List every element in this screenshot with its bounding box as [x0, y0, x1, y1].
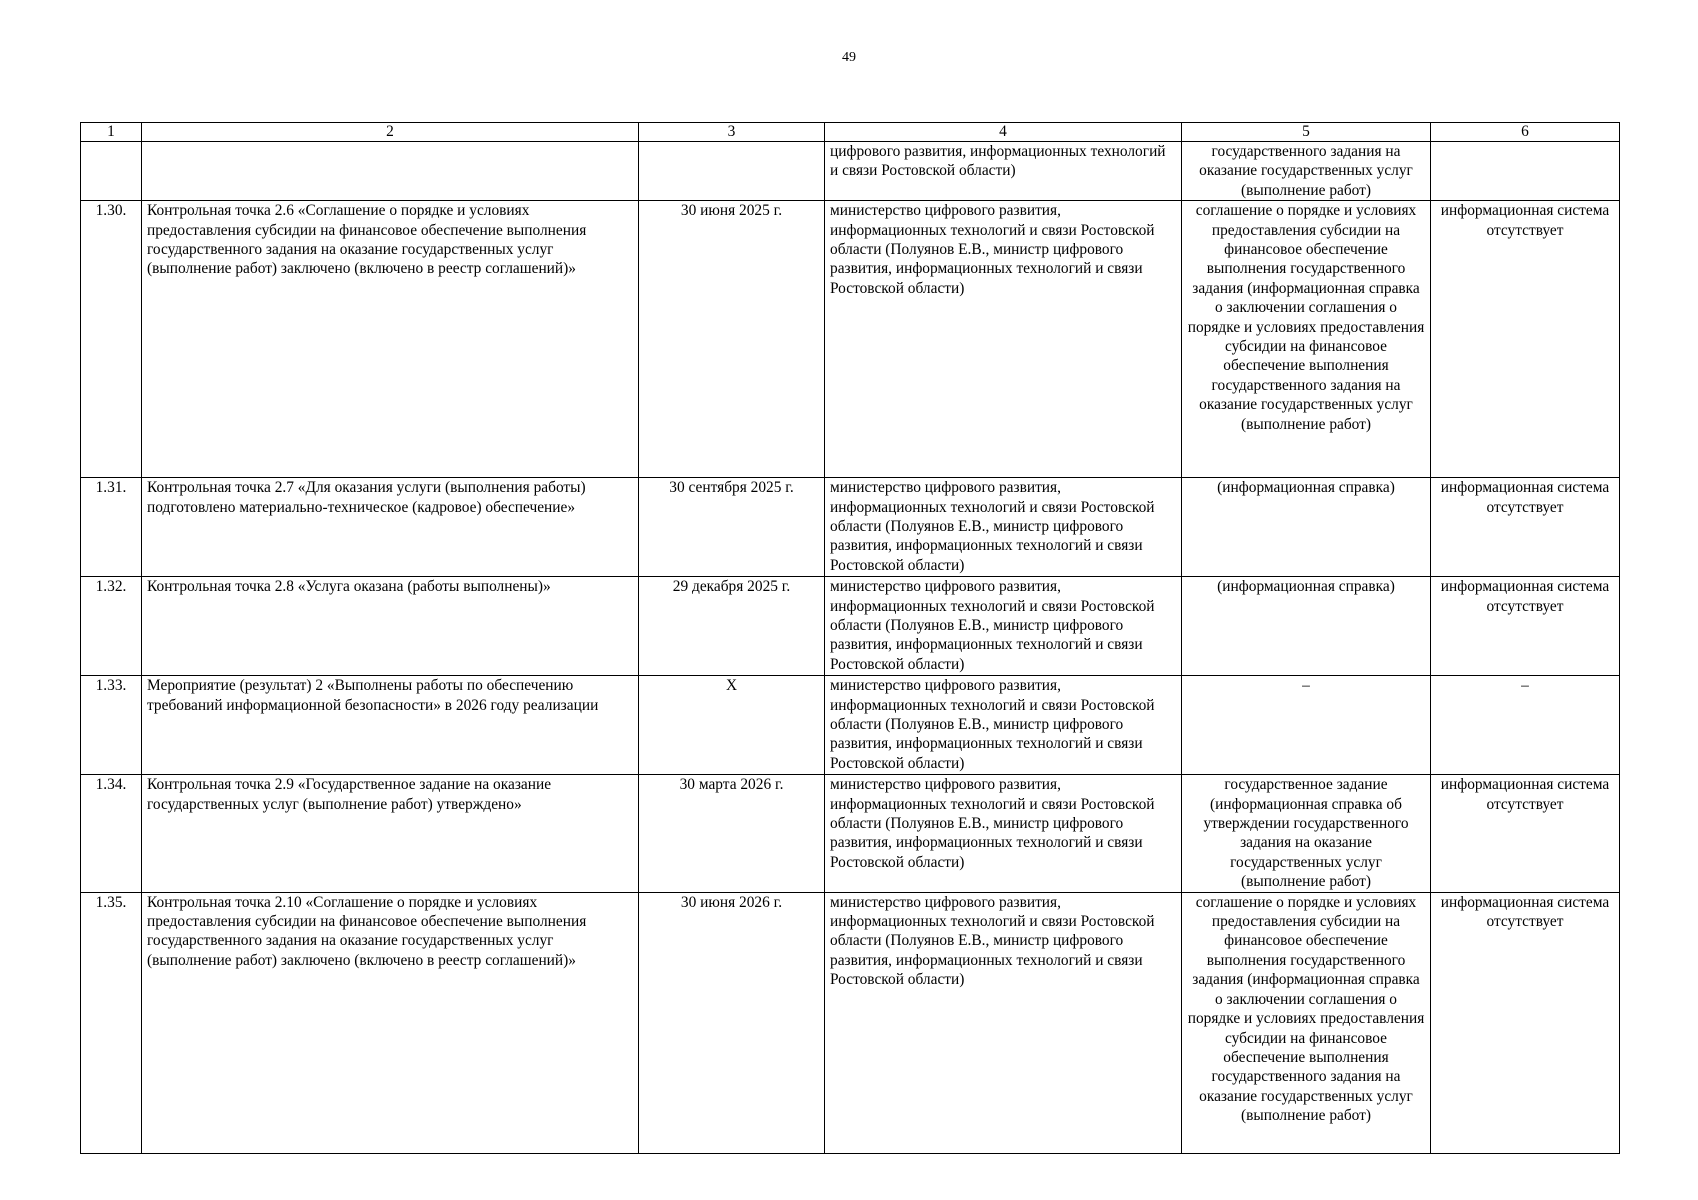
- event-name: Контрольная точка 2.9 «Государственное задание на оказание государственных услуг (выполнение работ) утверждено»: [142, 775, 639, 892]
- event-name: Контрольная точка 2.6 «Соглашение о порядке и условиях предоставления субсидии на финансовое обеспечение выполнения государственного задания на оказание государственных услуг (выполнение работ) заключено (включено в реестр соглашений)»: [142, 201, 639, 478]
- column-number: 6: [1431, 123, 1620, 142]
- responsible-executor: министерство цифрового развития, информационных технологий и связи Ростовской области (Полуянов Е.В., министр цифрового развития, информационных технологий и связи Ростовской области): [825, 775, 1182, 892]
- information-system: информационная система отсутствует: [1431, 201, 1620, 478]
- row-number: 1.30.: [81, 201, 142, 478]
- information-system: –: [1431, 676, 1620, 775]
- control-points-table: [80, 122, 1620, 1154]
- due-date: 30 июня 2025 г.: [639, 201, 825, 478]
- row-number: 1.33.: [81, 676, 142, 775]
- information-system: информационная система отсутствует: [1431, 892, 1620, 1153]
- row-number: 1.34.: [81, 775, 142, 892]
- event-name: Мероприятие (результат) 2 «Выполнены работы по обеспечению требований информационной безопасности» в 2026 году реализации: [142, 676, 639, 775]
- column-number: 4: [825, 123, 1182, 142]
- table-row: [81, 775, 1620, 892]
- information-system: информационная система отсутствует: [1431, 478, 1620, 577]
- row-number: 1.35.: [81, 892, 142, 1153]
- responsible-executor: министерство цифрового развития, информационных технологий и связи Ростовской области (Полуянов Е.В., министр цифрового развития, информационных технологий и связи Ростовской области): [825, 478, 1182, 577]
- confirming-document: (информационная справка): [1182, 478, 1431, 577]
- table-row: [81, 577, 1620, 676]
- confirming-document: государственное задание (информационная справка об утверждении государственного задания на оказание государственных услуг (выполнение работ): [1182, 775, 1431, 892]
- confirming-document: соглашение о порядке и условиях предоставления субсидии на финансовое обеспечение выполнения государственного задания (информационная справка о заключении соглашения о порядке и условиях предоставления субсидии на финансовое обеспечение выполнения государственного задания на оказание государственных услуг (выполнение работ): [1182, 892, 1431, 1153]
- row-number: 1.32.: [81, 577, 142, 676]
- information-system: информационная система отсутствует: [1431, 577, 1620, 676]
- responsible-executor: министерство цифрового развития, информационных технологий и связи Ростовской области (Полуянов Е.В., министр цифрового развития, информационных технологий и связи Ростовской области): [825, 892, 1182, 1153]
- responsible-executor: цифрового развития, информационных технологий и связи Ростовской области): [825, 142, 1182, 201]
- due-date: X: [639, 676, 825, 775]
- confirming-document: –: [1182, 676, 1431, 775]
- event-name: Контрольная точка 2.7 «Для оказания услуги (выполнения работы) подготовлено материально-техническое (кадровое) обеспечение»: [142, 478, 639, 577]
- column-number-row: [81, 123, 1620, 142]
- confirming-document: (информационная справка): [1182, 577, 1431, 676]
- table-row: [81, 892, 1620, 1153]
- due-date: 30 марта 2026 г.: [639, 775, 825, 892]
- row-number: 1.31.: [81, 478, 142, 577]
- table-row: [81, 478, 1620, 577]
- due-date: 30 июня 2026 г.: [639, 892, 825, 1153]
- table-row: [81, 142, 1620, 201]
- column-number: 5: [1182, 123, 1431, 142]
- event-name: Контрольная точка 2.10 «Соглашение о порядке и условиях предоставления субсидии на финансовое обеспечение выполнения государственного задания на оказание государственных услуг (выполнение работ) заключено (включено в реестр соглашений)»: [142, 892, 639, 1153]
- confirming-document: соглашение о порядке и условиях предоставления субсидии на финансовое обеспечение выполнения государственного задания (информационная справка о заключении соглашения о порядке и условиях предоставления субсидии на финансовое обеспечение выполнения государственного задания на оказание государственных услуг (выполнение работ): [1182, 201, 1431, 478]
- column-number: 2: [142, 123, 639, 142]
- confirming-document: государственного задания на оказание государственных услуг (выполнение работ): [1182, 142, 1431, 201]
- responsible-executor: министерство цифрового развития, информационных технологий и связи Ростовской области (Полуянов Е.В., министр цифрового развития, информационных технологий и связи Ростовской области): [825, 676, 1182, 775]
- column-number: 1: [81, 123, 142, 142]
- information-system: информационная система отсутствует: [1431, 775, 1620, 892]
- due-date: 30 сентября 2025 г.: [639, 478, 825, 577]
- table-row: [81, 676, 1620, 775]
- due-date: [639, 142, 825, 201]
- column-number: 3: [639, 123, 825, 142]
- due-date: 29 декабря 2025 г.: [639, 577, 825, 676]
- information-system: [1431, 142, 1620, 201]
- event-name: Контрольная точка 2.8 «Услуга оказана (работы выполнены)»: [142, 577, 639, 676]
- table-row: [81, 201, 1620, 478]
- responsible-executor: министерство цифрового развития, информационных технологий и связи Ростовской области (Полуянов Е.В., министр цифрового развития, информационных технологий и связи Ростовской области): [825, 577, 1182, 676]
- responsible-executor: министерство цифрового развития, информационных технологий и связи Ростовской области (Полуянов Е.В., министр цифрового развития, информационных технологий и связи Ростовской области): [825, 201, 1182, 478]
- page-number: 49: [842, 50, 856, 65]
- row-number: [81, 142, 142, 201]
- event-name: [142, 142, 639, 201]
